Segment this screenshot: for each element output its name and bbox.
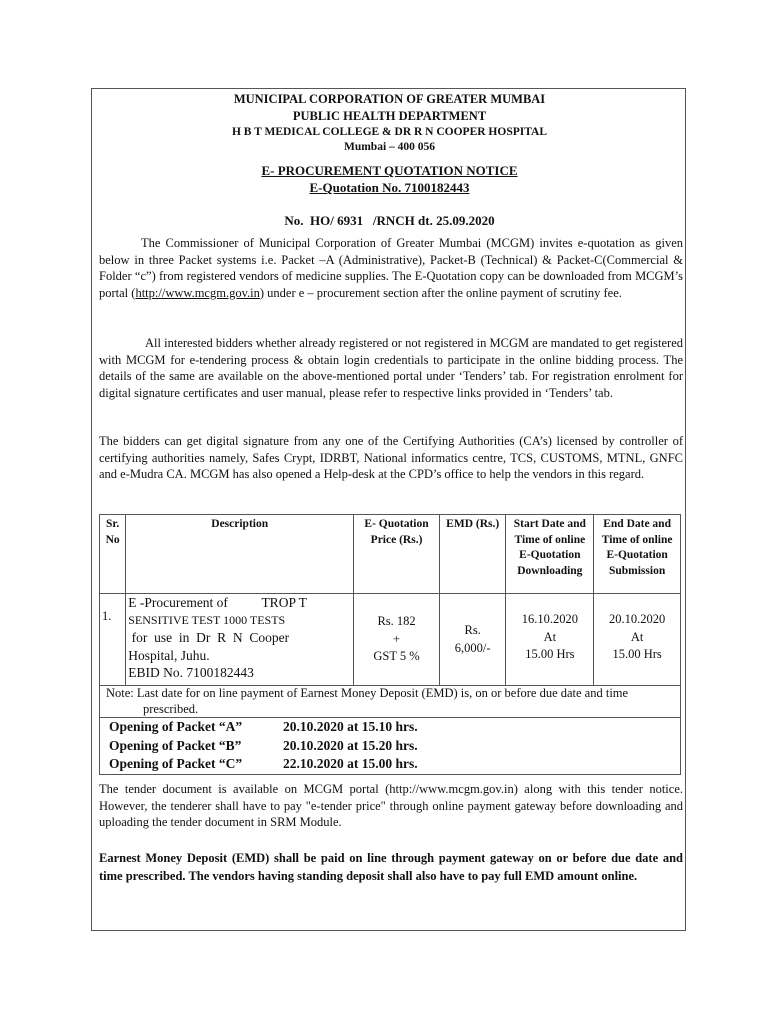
opening-value: 20.10.2020 at 15.10 hrs. <box>283 719 418 734</box>
registration-paragraph: All interested bidders whether already registered or not registered in MCGM are mandated to get registered with MCGM for e-tendering process & obtain login credentials to participate in the online bidding process. The details of the same are available on the above-mentioned portal under ‘Tenders’ tab. For registration enrolment for digital signature certificates and user manual, please refer to respective links provided in ‘Tenders’ tab. <box>99 336 683 400</box>
table-header-row <box>100 515 681 594</box>
opening-value: 20.10.2020 at 15.20 hrs. <box>283 737 418 753</box>
emd-paragraph: Earnest Money Deposit (EMD) shall be paid on line through payment gateway on or before due date and time prescribed. The vendors having standing deposit shall also have to pay full EMD amount online. <box>99 851 683 883</box>
tender-document-paragraph: The tender document is available on MCGM portal (http://www.mcgm.gov.in) along with this tender notice. However, the tenderer shall have to pay "e-tender price" through online payment gateway before downloading and uploading the tender document in SRM Module. <box>99 782 683 829</box>
opening-row <box>100 737 680 756</box>
dept-title: PUBLIC HEALTH DEPARTMENT <box>292 109 487 123</box>
header-price: E- Quotation Price (Rs.) <box>354 515 440 594</box>
row-start: 16.10.2020 At 15.00 Hrs <box>506 594 594 686</box>
org-title: MUNICIPAL CORPORATION OF GREATER MUMBAI <box>233 92 546 106</box>
notice-title: E- PROCUREMENT QUOTATION NOTICE <box>261 163 518 178</box>
header-start: Start Date and Time of online E-Quotation Downloading <box>506 515 594 594</box>
notice-frame <box>91 88 686 931</box>
row-description: E -Procurement of TROP T SENSITIVE TEST 1000 TESTS for use in Dr R N Cooper Hospital, Juhu. EBID No. 7100182443 <box>126 594 354 686</box>
opening-value: 22.10.2020 at 15.00 hrs. <box>283 756 418 771</box>
tender-table <box>99 514 681 686</box>
city-title: Mumbai – 400 056 <box>343 141 436 153</box>
intro-paragraph: The Commissioner of Municipal Corporation of Greater Mumbai (MCGM) invites e-quotation as given below in three Packet systems i.e. Packet –A (Administrative), Packet-B (Technical) & Packet-C(Commercial & Folder “c”) from registered vendors of medicine supplies. The E-Quotation copy can be downloaded from MCGM’s portal (http://www.mcgm.gov.in) under e – procurement section after the online payment of scrutiny fee. <box>99 236 683 300</box>
hospital-title: H B T MEDICAL COLLEGE & DR R N COOPER HOSPITAL <box>231 126 548 138</box>
quotation-number: E-Quotation No. 7100182443 <box>309 180 470 195</box>
row-emd: Rs. 6,000/- <box>439 594 506 686</box>
header-end: End Date and Time of online E-Quotation Submission <box>594 515 681 594</box>
row-sr: 1. <box>100 594 126 686</box>
reference-number: No. HO/ 6931 /RNCH dt. 25.09.2020 <box>284 213 495 228</box>
signature-paragraph: The bidders can get digital signature from any one of the Certifying Authorities (CA’s) licensed by controller of certifying authorities namely, Safes Crypt, IDRBT, National informatics centre, TCS, CUSTOMS, MTNL, GNFC and e-Mudra CA. MCGM has also opened a Help-desk at the CPD’s office to help the vendors in this regard. <box>99 434 683 481</box>
header-emd: EMD (Rs.) <box>439 515 506 594</box>
opening-label: Opening of Packet “B” <box>109 737 242 753</box>
opening-label: Opening of Packet “A” <box>109 719 243 734</box>
packet-openings <box>99 718 681 775</box>
opening-row <box>100 755 680 774</box>
opening-row <box>100 718 680 737</box>
row-end: 20.10.2020 At 15.00 Hrs <box>594 594 681 686</box>
header-description: Description <box>126 515 354 594</box>
header-sr: Sr. No <box>100 515 126 594</box>
row-price: Rs. 182 + GST 5 % <box>354 594 440 686</box>
emd-payment-note: Note: Last date for on line payment of Earnest Money Deposit (EMD) is, on or before due date and time prescribed. <box>99 685 681 718</box>
mcgm-portal-link[interactable]: http://www.mcgm.gov.in <box>135 285 260 300</box>
table-row <box>100 594 681 686</box>
opening-label: Opening of Packet “C” <box>109 756 243 771</box>
